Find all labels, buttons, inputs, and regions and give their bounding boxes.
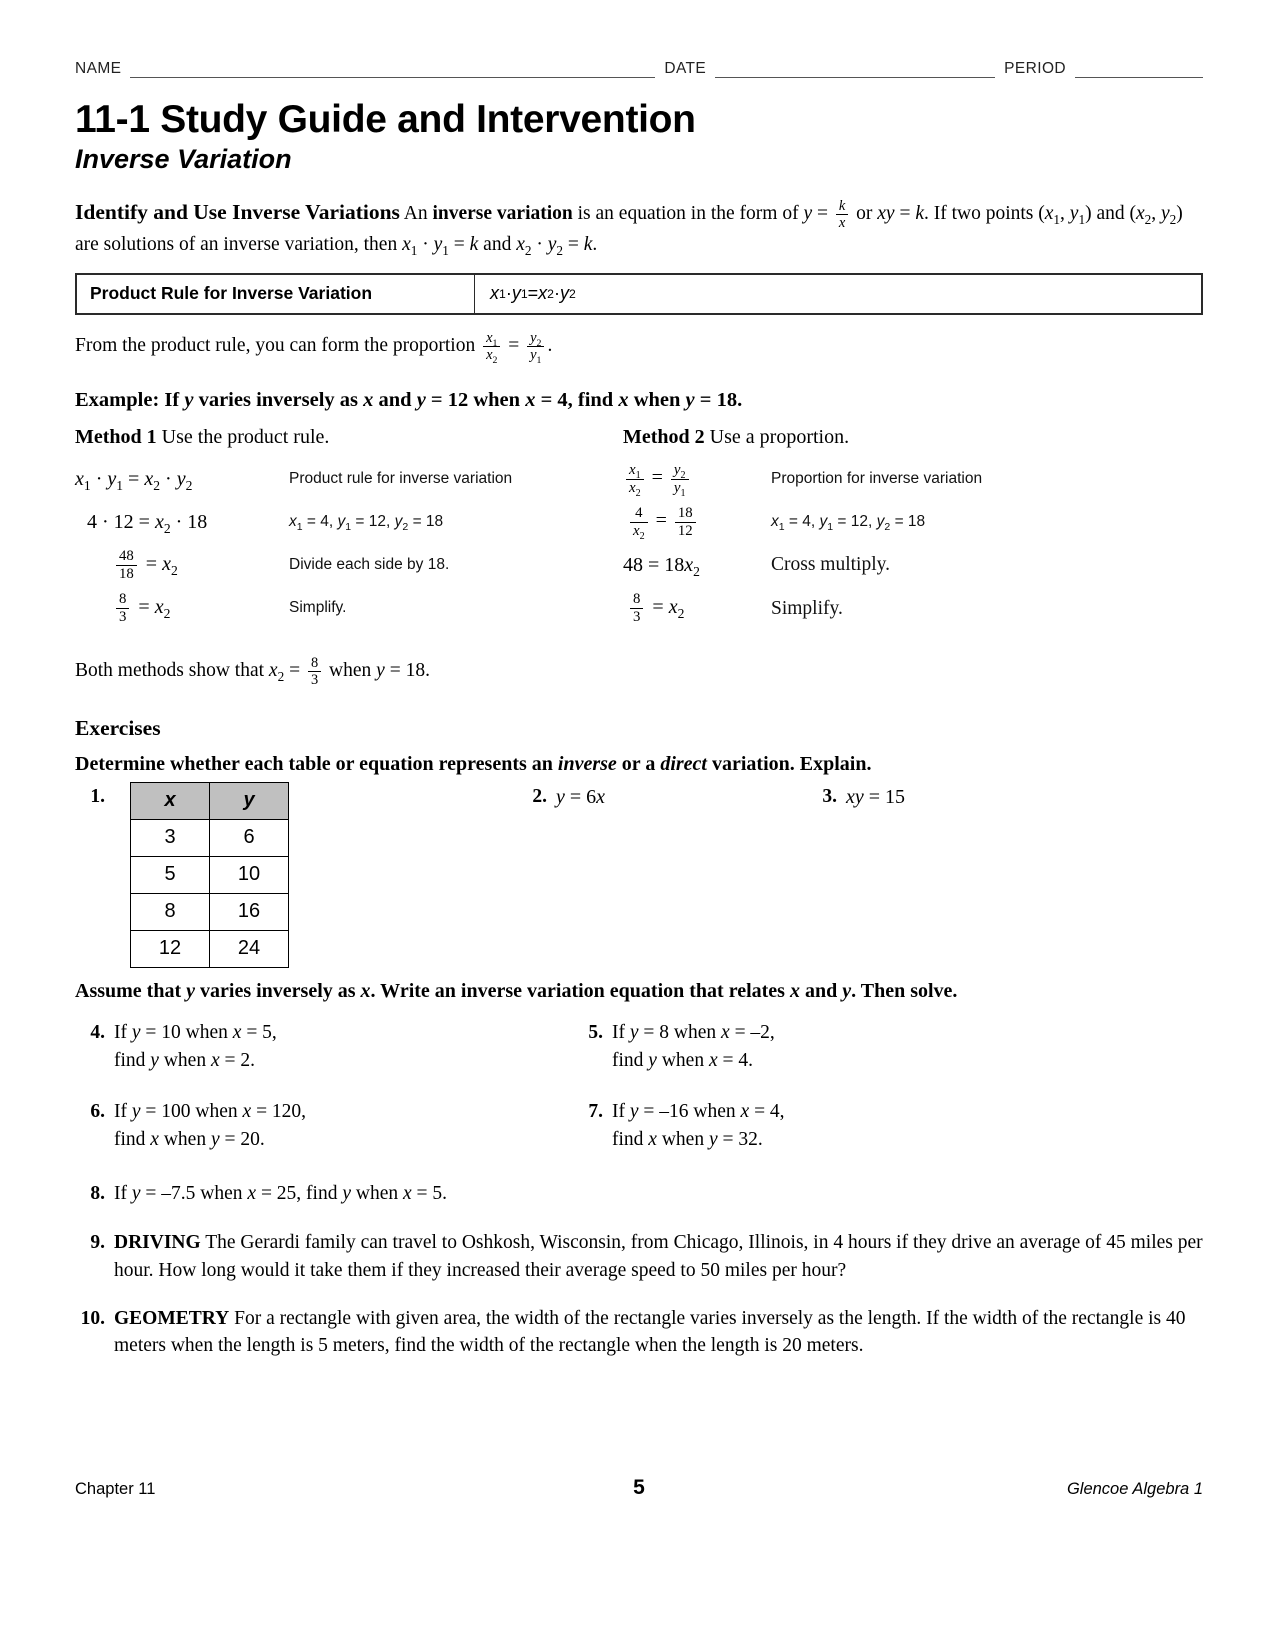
problem-8 — [75, 1180, 1203, 1208]
equation-rest: = $x_2$ — [138, 595, 171, 621]
equation: $48 = 18x_2$ — [623, 553, 700, 579]
numerator: $y_2$ — [530, 329, 542, 349]
problem-text — [114, 1229, 1203, 1284]
method-2-section — [623, 420, 1203, 634]
period-blank-line[interactable] — [1075, 61, 1203, 78]
numerator: 4 — [635, 505, 643, 522]
example-statement: If y varies inversely as x and y = 12 when x = 4, find x when y = 18. — [159, 389, 743, 412]
equation-rest: = $x_2$ — [652, 596, 685, 622]
step-note: Product rule for inverse variation — [289, 470, 513, 488]
problem-line: find y when x = 4. — [612, 1049, 753, 1071]
table-row — [131, 930, 289, 967]
denominator: 18 — [116, 565, 137, 583]
denominator: $y_1$ — [671, 479, 689, 497]
numerator: 18 — [677, 505, 693, 522]
fraction — [308, 655, 321, 688]
chapter-label: Chapter 11 — [75, 1480, 156, 1498]
problem-line: If y = 100 when x = 120, — [114, 1101, 307, 1123]
step-note: Cross multiply. — [771, 554, 890, 576]
period-label: PERIOD — [1004, 60, 1066, 77]
fraction — [527, 329, 544, 366]
problem-body: For a rectangle with given area, the width of the rectangle varies inversely as the length. If the width of the rectangle is 40 meters when the length is 5 meters, find the width of the rectangle when the length is 20 meters. — [114, 1307, 1186, 1357]
solution-step — [75, 548, 623, 582]
denominator: $y_1$ — [527, 346, 544, 363]
rule-formula: x 1 · y 1 = x 2 · y 2 — [490, 283, 576, 304]
problem-line: find x when y = 20. — [114, 1128, 265, 1150]
table-cell: 5 — [131, 856, 210, 893]
intro-paragraph — [75, 197, 1203, 259]
footer — [75, 1476, 1203, 1500]
method-1-section — [75, 420, 623, 634]
header — [75, 60, 1203, 78]
problem-number: 8. — [90, 1182, 105, 1204]
method-1-heading — [75, 426, 623, 449]
problem-10 — [75, 1305, 1203, 1360]
italic-term: inverse — [557, 752, 617, 775]
denominator: 3 — [116, 608, 129, 626]
table-row — [131, 893, 289, 930]
problem-body: The Gerardi family can travel to Oshkosh, Wisconsin, from Chicago, Illinois, in 4 hours if they drive an average of 45 miles per hour. How long would it take them if they increased their average speed to 50 miles per hour? — [114, 1232, 1203, 1281]
intro-text: is an equation in the form of y = — [572, 203, 833, 224]
problem-text: xy = 15 — [846, 785, 906, 808]
fraction — [630, 505, 648, 542]
problem-text — [612, 1098, 785, 1153]
problem-line: If y = 10 when x = 5, — [114, 1021, 277, 1043]
method-1-label: Method 1 — [75, 426, 157, 449]
exercise-row-1-3 — [75, 786, 1203, 968]
denominator: 3 — [630, 608, 643, 626]
fraction — [836, 198, 848, 231]
rule-label: Product Rule for Inverse Variation — [77, 275, 475, 313]
instruction-text: or a — [616, 752, 661, 775]
name-blank-line[interactable] — [130, 61, 655, 78]
table-cell: 12 — [131, 930, 210, 967]
table-header-cell: y — [210, 782, 289, 819]
problem-number: 7. — [588, 1101, 603, 1123]
equation: $4 \cdot 12 = x_2 \cdot 18$ — [87, 510, 208, 536]
equation — [623, 505, 771, 542]
step-note: $x_1 = 4$, $y_1 = 12$, $y_2 = 18$ — [771, 513, 926, 534]
proportion-text: From the product rule, you can form the proportion — [75, 335, 481, 356]
problem-9 — [75, 1229, 1203, 1284]
numerator: 8 — [633, 591, 641, 608]
page-subtitle: Inverse Variation — [75, 144, 292, 174]
problem-row-4-5 — [75, 1019, 1203, 1074]
problem-number: 10. — [80, 1307, 105, 1329]
problem-2 — [517, 786, 807, 809]
date-blank-line[interactable] — [715, 61, 995, 78]
method-2-heading — [623, 426, 1203, 449]
table-cell: 16 — [210, 893, 289, 930]
proportion-text: . — [547, 335, 553, 356]
problem-1 — [75, 786, 517, 968]
numerator: 48 — [119, 548, 134, 565]
solution-step — [75, 505, 623, 539]
fraction — [630, 591, 643, 625]
page-title: 11-1 Study Guide and Intervention — [75, 98, 696, 141]
table-header-cell: x — [131, 782, 210, 819]
denominator: 12 — [675, 522, 696, 540]
problem-6 — [75, 1098, 573, 1153]
denominator: 3 — [308, 671, 321, 688]
intro-text: or xy = k. If two points ($x_1$, $y_1$) and ($x_2$, $y_2$) are solutions of an inverse variation, then $x_1 \cdot y_1 = k$ and $x_2 \cdot y_2 = k$. — [75, 203, 1183, 259]
example-heading — [75, 389, 1203, 412]
conclusion-text: Both methods show that $x_2$ = — [75, 659, 305, 684]
problem-3 — [807, 786, 1203, 809]
problem-4 — [75, 1019, 573, 1074]
proportion-sentence — [75, 329, 1203, 366]
example-methods — [75, 420, 1203, 634]
problem-row-6-7 — [75, 1098, 1203, 1153]
problem-text — [114, 1305, 1203, 1360]
name-label: NAME — [75, 60, 122, 77]
example-label: Example: — [75, 389, 160, 412]
equals-sign: = — [646, 466, 668, 489]
numerator: $x_1$ — [629, 462, 641, 482]
problem-text: y = 6x — [556, 785, 606, 808]
numerator: 8 — [119, 591, 127, 608]
intro-text: An — [403, 203, 433, 224]
equation-rest: = $x_2$ — [145, 552, 178, 578]
page-number: 5 — [633, 1476, 645, 1499]
step-note: Proportion for inverse variation — [771, 470, 983, 488]
table-cell: 24 — [210, 930, 289, 967]
numerator: k — [838, 197, 846, 214]
step-note: $x_1 = 4$, $y_1 = 12$, $y_2 = 18$ — [289, 513, 444, 534]
example-conclusion — [75, 655, 1203, 688]
problem-number: 1. — [90, 785, 105, 807]
problem-number: 5. — [588, 1021, 603, 1043]
instruction-text: Determine whether each table or equation represents an — [75, 752, 558, 775]
step-note: Divide each side by 18. — [289, 556, 450, 574]
numerator: 8 — [310, 654, 319, 671]
equation — [75, 548, 289, 582]
fraction — [116, 548, 137, 582]
denominator: $x_2$ — [483, 346, 500, 363]
italic-term: direct — [660, 752, 707, 775]
problem-number: 2. — [532, 785, 547, 807]
solution-step — [623, 505, 1203, 542]
problem-text — [114, 1098, 306, 1153]
method-1-desc: Use the product rule. — [156, 426, 330, 449]
solution-step — [75, 462, 623, 496]
section-lead: Identify and Use Inverse Variations — [75, 200, 400, 224]
conclusion-text: when y = 18. — [324, 659, 430, 681]
problem-tag: DRIVING — [114, 1232, 201, 1254]
solution-step — [623, 591, 1203, 625]
problem-line: find x when y = 32. — [612, 1128, 763, 1150]
exercises-heading: Exercises — [75, 715, 161, 740]
denominator: x — [836, 214, 848, 231]
equals-sign: = — [650, 509, 672, 532]
numerator: $x_1$ — [486, 329, 498, 349]
exercises-instruction-2: Assume that y varies inversely as x. Write an inverse variation equation that relates x and y. Then solve. — [75, 979, 958, 1002]
problem-number: 9. — [90, 1232, 105, 1254]
fraction — [483, 329, 500, 366]
step-note: Simplify. — [289, 599, 347, 617]
fraction — [675, 505, 696, 539]
xy-table — [130, 782, 289, 968]
table-cell: 3 — [131, 819, 210, 856]
table-cell: 10 — [210, 856, 289, 893]
fraction — [116, 591, 129, 625]
table-cell: 8 — [131, 893, 210, 930]
equation — [75, 591, 289, 625]
problem-text — [114, 1019, 277, 1074]
fraction — [671, 462, 689, 499]
method-2-desc: Use a proportion. — [704, 426, 850, 449]
table-cell: 6 — [210, 819, 289, 856]
denominator: $x_2$ — [630, 522, 648, 540]
exercises-instruction-1 — [75, 753, 1203, 776]
solution-step — [75, 591, 623, 625]
bold-term: inverse variation — [432, 203, 573, 224]
numerator: $y_2$ — [673, 462, 686, 482]
problem-number: 4. — [90, 1021, 105, 1043]
book-title: Glencoe Algebra 1 — [1066, 1480, 1203, 1498]
equation — [623, 591, 771, 625]
solution-step — [623, 462, 1203, 499]
problem-number: 6. — [90, 1101, 105, 1123]
date-label: DATE — [664, 60, 707, 77]
equation: $x_1 \cdot y_1 = x_2 \cdot y_2$ — [75, 467, 193, 493]
equals-sign: = — [503, 335, 525, 356]
problem-line: If y = 8 when x = –2, — [612, 1021, 775, 1043]
problem-tag: GEOMETRY — [114, 1307, 230, 1329]
problem-text — [612, 1019, 775, 1074]
step-note: Simplify. — [771, 597, 843, 619]
solution-step — [623, 548, 1203, 582]
problem-text: If y = –7.5 when x = 25, find y when x = 5. — [114, 1182, 448, 1204]
problem-line: find y when x = 2. — [114, 1049, 255, 1071]
problem-line: If y = –16 when x = 4, — [612, 1101, 785, 1123]
table-row — [131, 856, 289, 893]
product-rule-box — [75, 273, 1203, 315]
denominator: $x_2$ — [626, 479, 644, 497]
table-row — [131, 819, 289, 856]
instruction-text: variation. Explain. — [706, 752, 872, 775]
problem-number: 3. — [822, 785, 837, 807]
problem-7 — [573, 1098, 1071, 1153]
fraction — [626, 462, 644, 499]
table-header-row — [131, 782, 289, 819]
method-2-label: Method 2 — [623, 426, 705, 449]
problem-5 — [573, 1019, 1071, 1074]
equation — [623, 462, 771, 499]
